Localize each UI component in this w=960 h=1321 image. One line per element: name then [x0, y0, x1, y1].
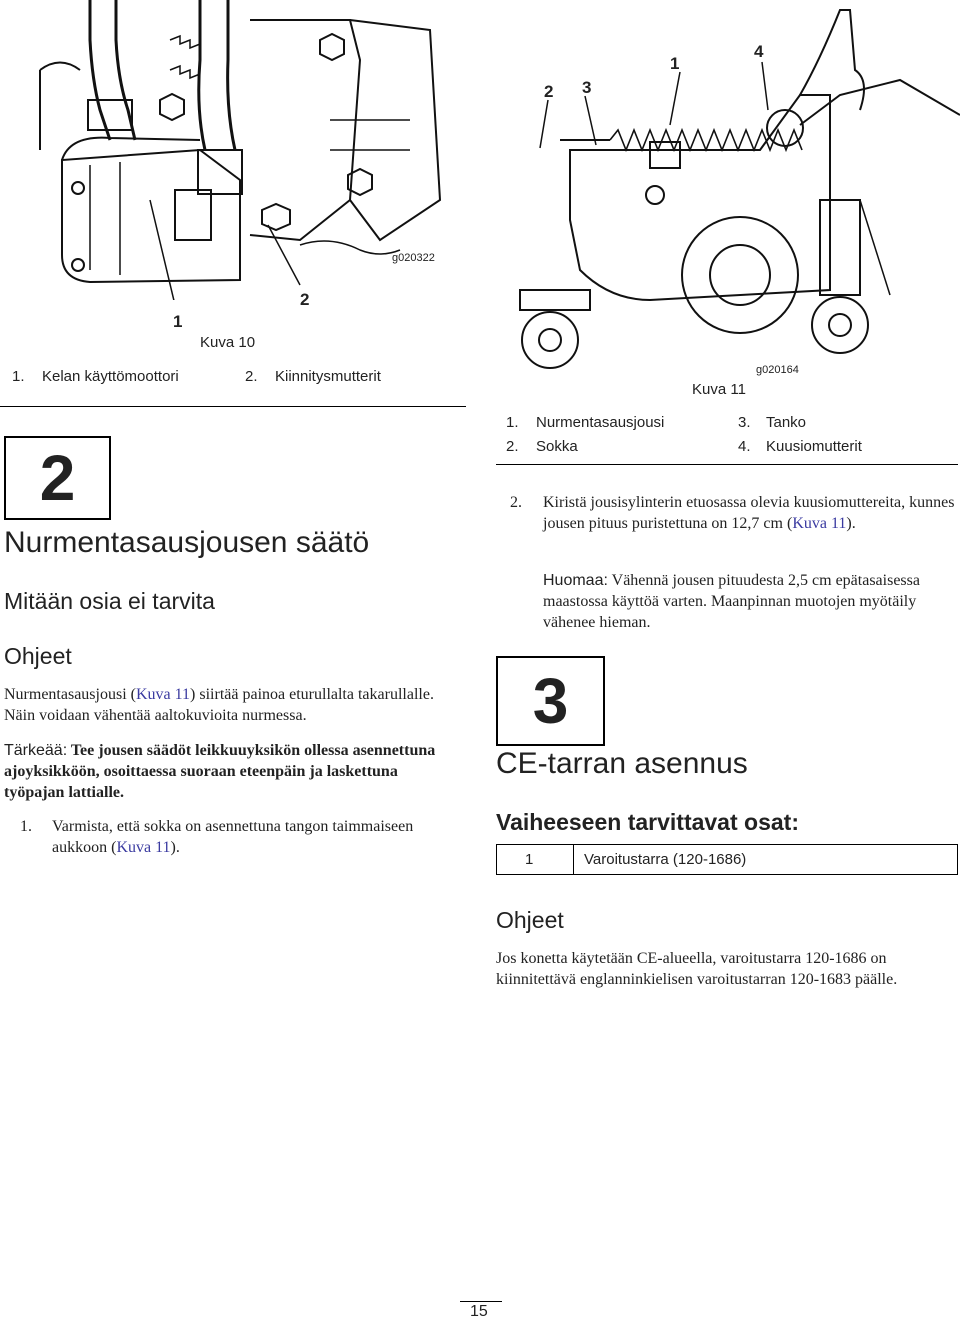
- step-1-text: [52, 816, 442, 858]
- figure-11-callout-4: 4: [754, 42, 764, 61]
- intro-text-post: ) siirtää painoa eturullalta takarullalle. Näin voidaan vähentää aaltokuvioita nurmessa.: [4, 686, 434, 724]
- page-number: 15: [470, 1303, 488, 1320]
- figure-11-legend-text-3: Tanko: [766, 414, 807, 431]
- figure-11-legend-num-4: 4.: [738, 438, 751, 455]
- step-2-number-label: 2.: [510, 494, 522, 511]
- figure-10-id: g020322: [392, 252, 435, 264]
- figure-11-legend-num-1: 1.: [506, 414, 519, 431]
- step-2-text-post: ).: [846, 515, 856, 532]
- figure-10-callout-1: 1: [173, 312, 183, 331]
- figure-11-legend-num-3: 3.: [738, 414, 751, 431]
- figure-11-callout-3: 3: [582, 78, 592, 97]
- note-label: Huomaa:: [543, 572, 608, 589]
- step-1-number: 1.: [20, 818, 32, 835]
- section-3-instructions-text: Jos konetta käytetään CE-alueella, varoitustarra 120-1686 on kiinnitettävä englanninkielisen varoitustarran 120-1683 päälle.: [496, 950, 898, 988]
- page-number-rule: [460, 1301, 502, 1302]
- step-2-number-box: [4, 436, 111, 520]
- figure-11-illustration: [500, 0, 960, 370]
- figure-11-legend-text-2: Sokka: [536, 438, 578, 455]
- section-3-parts-heading: Vaiheeseen tarvittavat osat:: [496, 809, 799, 835]
- step-2-number: 2: [39, 442, 76, 514]
- figure-11-callout-1: 1: [670, 54, 680, 73]
- figure-11-legend-rule: [496, 464, 958, 465]
- section-2-intro: [4, 684, 444, 726]
- figure-11-callout-2: 2: [544, 82, 554, 101]
- step-1-figure-link[interactable]: Kuva 11: [116, 839, 171, 856]
- figure-10-legend-text-2: Kiinnitysmutterit: [275, 368, 381, 385]
- note-text: Vähennä jousen pituudesta 2,5 cm epätasaisessa maastossa käyttöä varten. Maanpinnan muotojen myötäily vähenee hieman.: [543, 572, 920, 631]
- figure-10-legend-num-2: 2.: [245, 368, 258, 385]
- important-note: [4, 740, 444, 803]
- figure-10-legend-text-1: Kelan käyttömoottori: [42, 368, 179, 385]
- parts-table-row: [497, 845, 958, 875]
- part-quantity: 1: [497, 845, 574, 875]
- figure-10-callout-2: 2: [300, 290, 310, 309]
- figure-10-legend-num-1: 1.: [12, 368, 25, 385]
- note-block: [543, 570, 957, 633]
- section-3-title: CE-tarran asennus: [496, 747, 748, 780]
- step-3-number: 3: [532, 665, 569, 737]
- section-2-parts-heading: Mitään osia ei tarvita: [4, 588, 215, 614]
- part-name: Varoitustarra (120-1686): [574, 845, 958, 875]
- step-2-text-pre: Kiristä jousisylinterin etuosassa olevia kuusiomuttereita, kunnes jousen pituus puristettuna on 12,7 cm (: [543, 494, 955, 532]
- intro-figure-link[interactable]: Kuva 11: [135, 686, 191, 703]
- important-label: Tärkeää:: [4, 742, 68, 759]
- step-1-text-pre: Varmista, että sokka on asennettuna tangon taimmaiseen aukkoon (: [52, 818, 414, 856]
- turf-spring-drawing: [500, 0, 960, 370]
- figure-11-legend-text-4: Kuusiomutterit: [766, 438, 862, 455]
- step-2-figure-link[interactable]: Kuva 11: [792, 515, 847, 532]
- important-text: Tee jousen säädöt leikkuuyksikön ollessa asennettuna ajoyksikköön, osoittaessa suoraan eteenpäin ja laskettuna työpajan lattialle.: [4, 742, 436, 801]
- figure-11-id: g020164: [756, 364, 799, 376]
- parts-table: [496, 844, 958, 875]
- figure-11-caption: Kuva 11: [692, 381, 746, 398]
- step-3-number-box: [496, 656, 605, 746]
- section-3-instructions-heading: Ohjeet: [496, 907, 564, 933]
- section-2-instructions-heading: Ohjeet: [4, 643, 72, 669]
- intro-text-pre: Nurmentasausjousi (: [4, 686, 136, 703]
- figure-11-legend-num-2: 2.: [506, 438, 519, 455]
- figure-10-caption: Kuva 10: [200, 334, 256, 351]
- step-2-text: [543, 492, 957, 534]
- figure-11-legend-text-1: Nurmentasausjousi: [536, 414, 665, 431]
- section-2-title: Nurmentasausjousen säätö: [4, 526, 370, 559]
- figure-10-legend-rule: [0, 406, 466, 407]
- step-1-text-post: ).: [170, 839, 180, 856]
